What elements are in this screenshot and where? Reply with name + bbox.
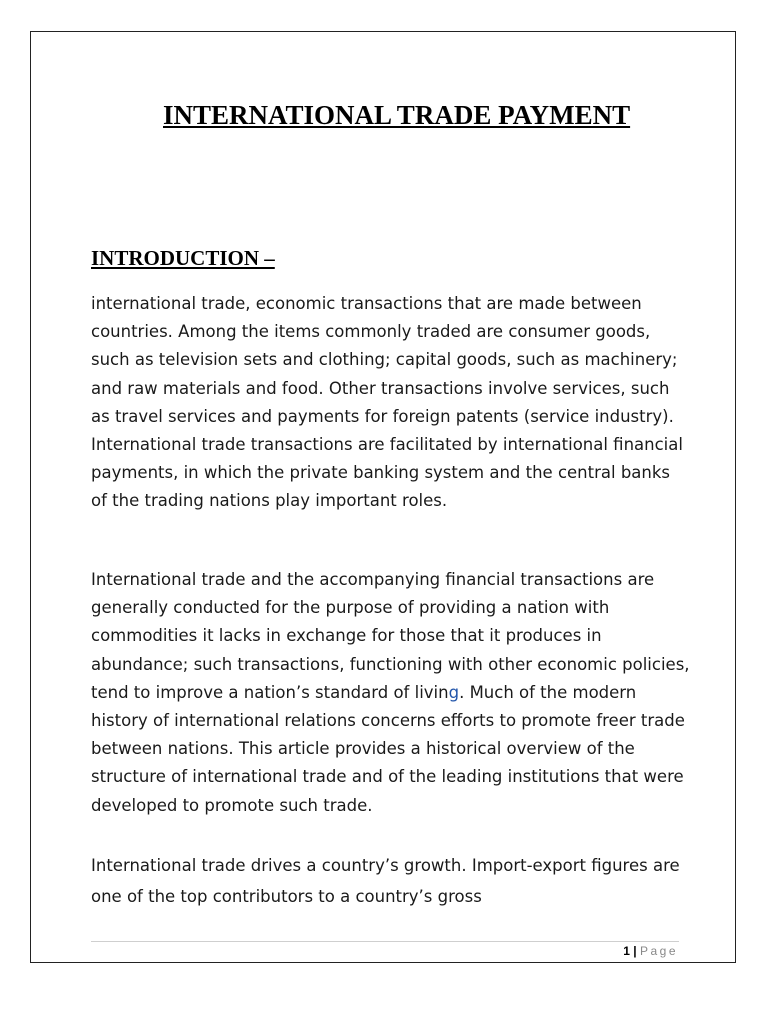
page-number: 1	[623, 944, 630, 958]
document-page	[30, 31, 736, 963]
paragraph-2-link-char[interactable]: g	[448, 682, 460, 702]
paragraph-2	[91, 566, 691, 820]
paragraph-2-text-a: International trade and the accompanying financial transactions are generally conducted for the purpose of providing a nation with commodities it lacks in exchange for those that it produces in abundance; such transactions, functioning with other economic policies, tend to improve a nation’s standard of livin	[91, 570, 690, 702]
page-label: Page	[639, 944, 678, 958]
page-footer	[623, 944, 678, 958]
section-heading-introduction: INTRODUCTION –	[91, 246, 275, 270]
paragraph-3: International trade drives a country’s growth. Import-export figures are one of the top contributors to a country’s gross	[91, 856, 680, 906]
footer-divider	[91, 941, 679, 942]
paragraph-2-text-b: . Much of the modern history of international relations concerns efforts to promote freer trade between nations. This article provides a historical overview of the structure of international trade and of the leading institutions that were developed to promote such trade.	[91, 682, 685, 815]
document-title: INTERNATIONAL TRADE PAYMENT	[163, 100, 631, 130]
paragraph-1: international trade, economic transactions that are made between countries. Among the items commonly traded are consumer goods, such as television sets and clothing; capital goods, such as machinery; and raw materials and food. Other transactions involve services, such as travel services and payments for foreign patents (service industry). International trade transactions are facilitated by international financial payments, in which the private banking system and the central banks of the trading nations play important roles.	[91, 294, 683, 511]
footer-separator: |	[629, 944, 640, 958]
